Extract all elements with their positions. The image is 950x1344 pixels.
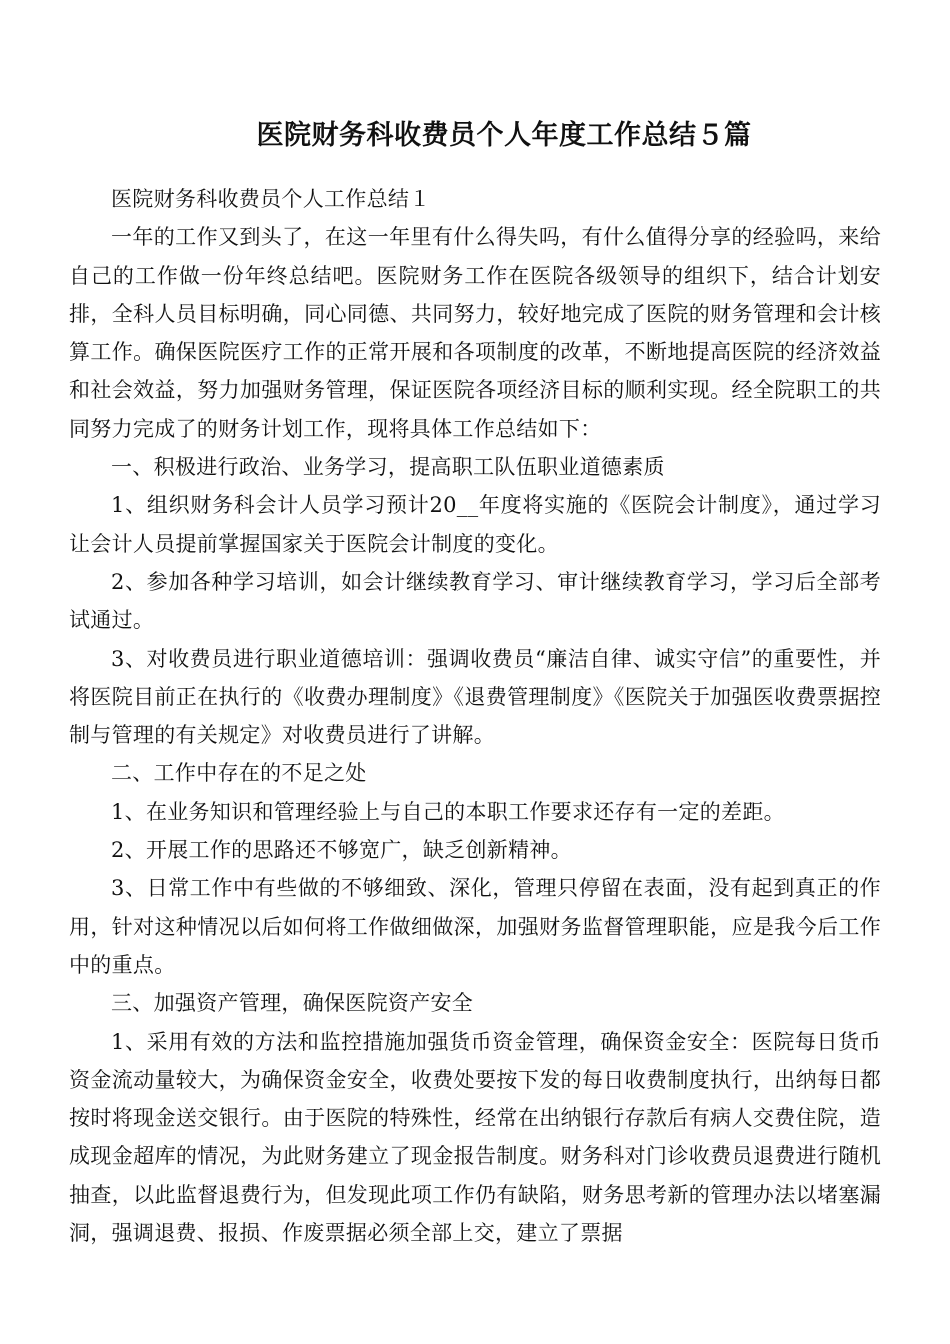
list-item: 1、组织财务科会计人员学习预计20__年度将实施的《医院会计制度》，通过学习让会计人员提前掌握国家关于医院会计制度的变化。 [69,493,881,556]
paragraph-intro: 一年的工作又到头了，在这一年里有什么得失吗，有什么值得分享的经验吗，来给自己的工作做一份年终总结吧。医院财务工作在医院各级领导的组织下，结合计划安排，全科人员目标明确，同心同德、共同努力，较好地完成了医院的财务管理和会计核算工作。确保医院医疗工作的正常开展和各项制度的改革，不断地提高医院的经济效益和社会效益，努力加强财务管理，保证医院各项经济目标的顺利实现。经全院职工的共同努力完成了的财务计划工作，现将具体工作总结如下： [69,225,881,441]
section-heading-3: 三、加强资产管理，确保医院资产安全 [111,991,474,1016]
list-item: 1、在业务知识和管理经验上与自己的本职工作要求还存有一定的差距。 [111,799,785,824]
list-item: 3、日常工作中有些做的不够细致、深化，管理只停留在表面，没有起到真正的作用，针对这种情况以后如何将工作做细做深，加强财务监督管理职能，应是我今后工作中的重点。 [69,876,881,977]
list-item: 2、开展工作的思路还不够宽广，缺乏创新精神。 [111,838,572,863]
section-heading-2: 二、工作中存在的不足之处 [111,761,367,786]
list-item: 3、对收费员进行职业道德培训：强调收费员“廉洁自律、诚实守信”的重要性，并将医院目前正在执行的《收费办理制度》《退费管理制度》《医院关于加强医收费票据控制与管理的有关规定》对收费员进行了讲解。 [69,646,881,748]
list-item: 1、采用有效的方法和监控措施加强货币资金管理，确保资金安全：医院每日货币资金流动量较大，为确保资金安全，收费处要按下发的每日收费制度执行，出纳每日都按时将现金送交银行。由于医院的特殊性，经常在出纳银行存款后有病人交费住院，造成现金超库的情况，为此财务建立了现金报告制度。财务科对门诊收费员退费进行随机抽查，以此监督退费行为，但发现此项工作仍有缺陷，财务思考新的管理办法以堵塞漏洞，强调退费、报损、作废票据必须全部上交，建立了票据 [69,1029,881,1246]
document-body [69,180,881,1252]
list-item: 2、参加各种学习培训，如会计继续教育学习、审计继续教育学习，学习后全部考试通过。 [69,569,881,633]
section-heading-1: 一、积极进行政治、业务学习，提高职工队伍职业道德素质 [111,455,665,480]
document-title: 医院财务科收费员个人年度工作总结５篇 [256,120,752,152]
paragraph-subtitle: 医院财务科收费员个人工作总结１ [111,187,431,211]
